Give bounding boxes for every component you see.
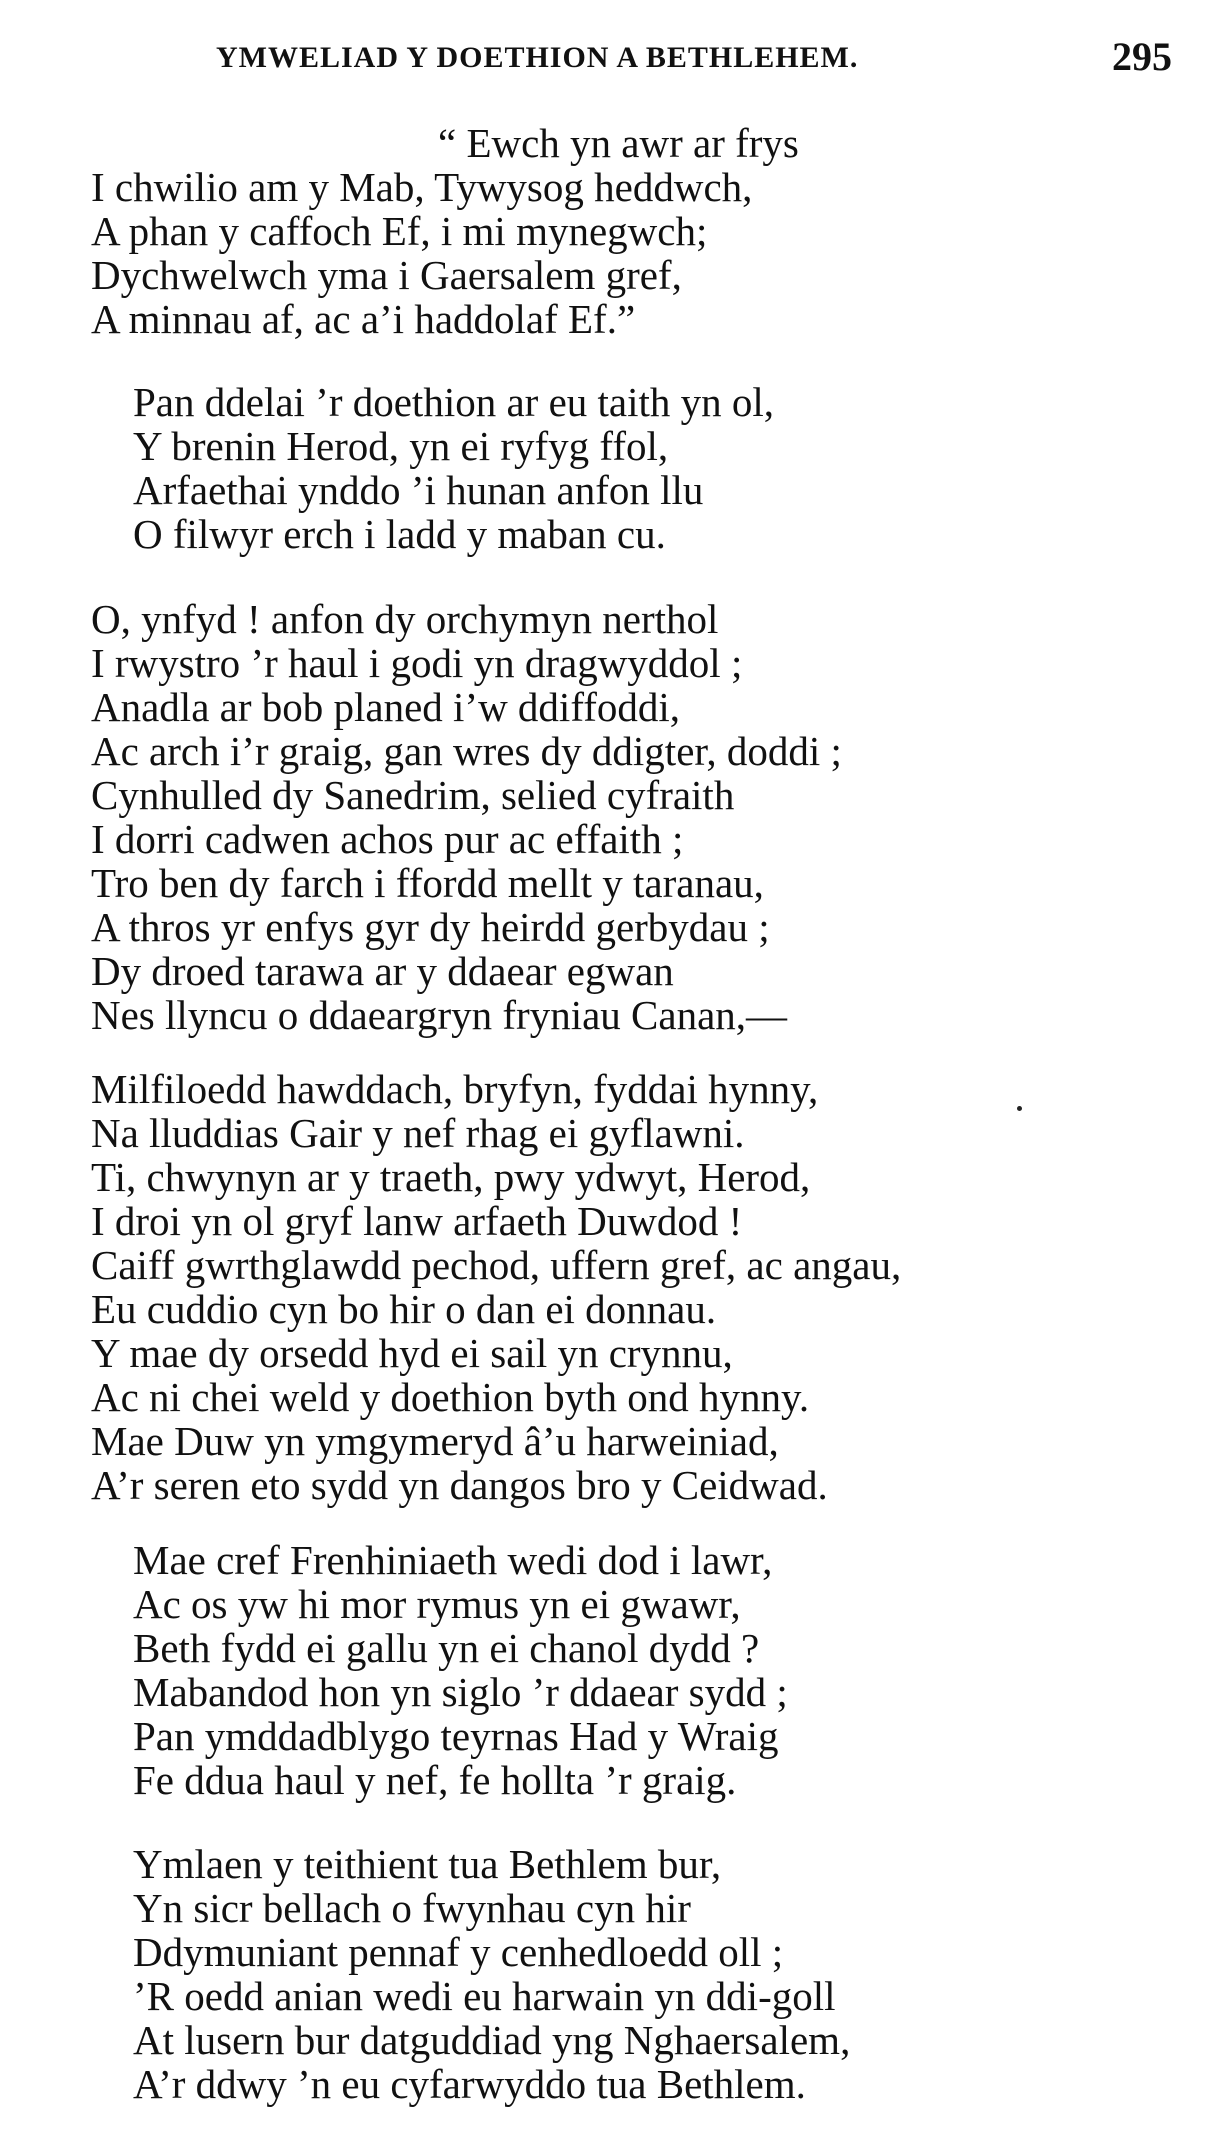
poem-line: Ac os yw hi mor rymus yn ei gwawr,	[133, 1581, 741, 1627]
poem-line: I rwystro ’r haul i godi yn dragwyddol ;	[91, 640, 743, 686]
poem-line: Pan ymddadblygo teyrnas Had y Wraig	[133, 1713, 779, 1759]
running-title: YMWELIAD Y DOETHION A BETHLEHEM.	[216, 41, 859, 74]
poem-line: Mae cref Frenhiniaeth wedi dod i lawr,	[133, 1537, 773, 1583]
poem-line: I chwilio am y Mab, Tywysog heddwch,	[91, 164, 753, 210]
poem-line: I droi yn ol gryf lanw arfaeth Duwdod !	[91, 1198, 743, 1244]
poem-line: Dy droed tarawa ar y ddaear egwan	[91, 948, 674, 994]
poem-line: Mabandod hon yn siglo ’r ddaear sydd ;	[133, 1669, 788, 1715]
poem-line: A’r ddwy ’n eu cyfarwyddo tua Bethlem.	[133, 2061, 806, 2107]
poem-line: A thros yr enfys gyr dy heirdd gerbydau ;	[91, 904, 770, 950]
poem-line: O, ynfyd ! anfon dy orchymyn nerthol	[91, 596, 719, 642]
poem-line: At lusern bur datguddiad yng Nghaersalem,	[133, 2017, 851, 2063]
poem-line: O filwyr erch i ladd y maban cu.	[133, 511, 666, 557]
poem-line: ’R oedd anian wedi eu harwain yn ddi-goll	[133, 1973, 836, 2019]
page-number: 295	[1112, 34, 1172, 79]
stanza-2	[0, 380, 1209, 556]
poem-line: Dychwelwch yma i Gaersalem gref,	[91, 252, 682, 298]
poem-line: Ti, chwynyn ar y traeth, pwy ydwyt, Herod,	[91, 1154, 811, 1200]
poem-line: Yn sicr bellach o fwynhau cyn hir	[133, 1885, 691, 1931]
page-header	[0, 34, 1209, 88]
poem-line: A phan y caffoch Ef, i mi mynegwch;	[91, 208, 708, 254]
poem-line: Y mae dy orsedd hyd ei sail yn crynnu,	[91, 1330, 733, 1376]
poem-line: Cynhulled dy Sanedrim, selied cyfraith	[91, 772, 735, 818]
poem-line: Na lluddias Gair y nef rhag ei gyflawni.	[91, 1110, 745, 1156]
poem-line: Milfiloedd hawddach, bryfyn, fyddai hynny,	[91, 1066, 819, 1112]
stanza-1	[0, 121, 1209, 341]
poem-line: A minnau af, ac a’i haddolaf Ef.”	[91, 296, 636, 342]
poem-line: Caiff gwrthglawdd pechod, uffern gref, ac angau,	[91, 1242, 902, 1288]
print-speck	[1017, 1106, 1022, 1111]
poem-line: Ddymuniant pennaf y cenhedloedd oll ;	[133, 1929, 784, 1975]
poem-line: Arfaethai ynddo ’i hunan anfon llu	[133, 467, 704, 513]
poem-line: “ Ewch yn awr ar frys	[438, 120, 799, 166]
poem-line: I dorri cadwen achos pur ac effaith ;	[91, 816, 684, 862]
poem-line: Anadla ar bob planed i’w ddiffoddi,	[91, 684, 681, 730]
poem-line: Ymlaen y teithient tua Bethlem bur,	[133, 1841, 722, 1887]
poem-line: Beth fydd ei gallu yn ei chanol dydd ?	[133, 1625, 760, 1671]
poem-line: Pan ddelai ’r doethion ar eu taith yn ol,	[133, 379, 775, 425]
stanza-5	[0, 1538, 1209, 1802]
poem-line: A’r seren eto sydd yn dangos bro y Ceidwad.	[91, 1462, 828, 1508]
poem-line: Fe ddua haul y nef, fe hollta ’r graig.	[133, 1757, 737, 1803]
poem-line: Mae Duw yn ymgymeryd â’u harweiniad,	[91, 1418, 779, 1464]
poem-line: Tro ben dy farch i ffordd mellt y taranau,	[91, 860, 764, 906]
stanza-4	[0, 1067, 1209, 1507]
poem-line: Nes llyncu o ddaeargryn fryniau Canan,—	[91, 992, 788, 1038]
stanza-6	[0, 1842, 1209, 2106]
stanza-3	[0, 597, 1209, 1037]
poem-line: Ac arch i’r graig, gan wres dy ddigter, doddi ;	[91, 728, 842, 774]
poem-line: Eu cuddio cyn bo hir o dan ei donnau.	[91, 1286, 717, 1332]
poem-line: Y brenin Herod, yn ei ryfyg ffol,	[133, 423, 669, 469]
poem-line: Ac ni chei weld y doethion byth ond hynny.	[91, 1374, 810, 1420]
